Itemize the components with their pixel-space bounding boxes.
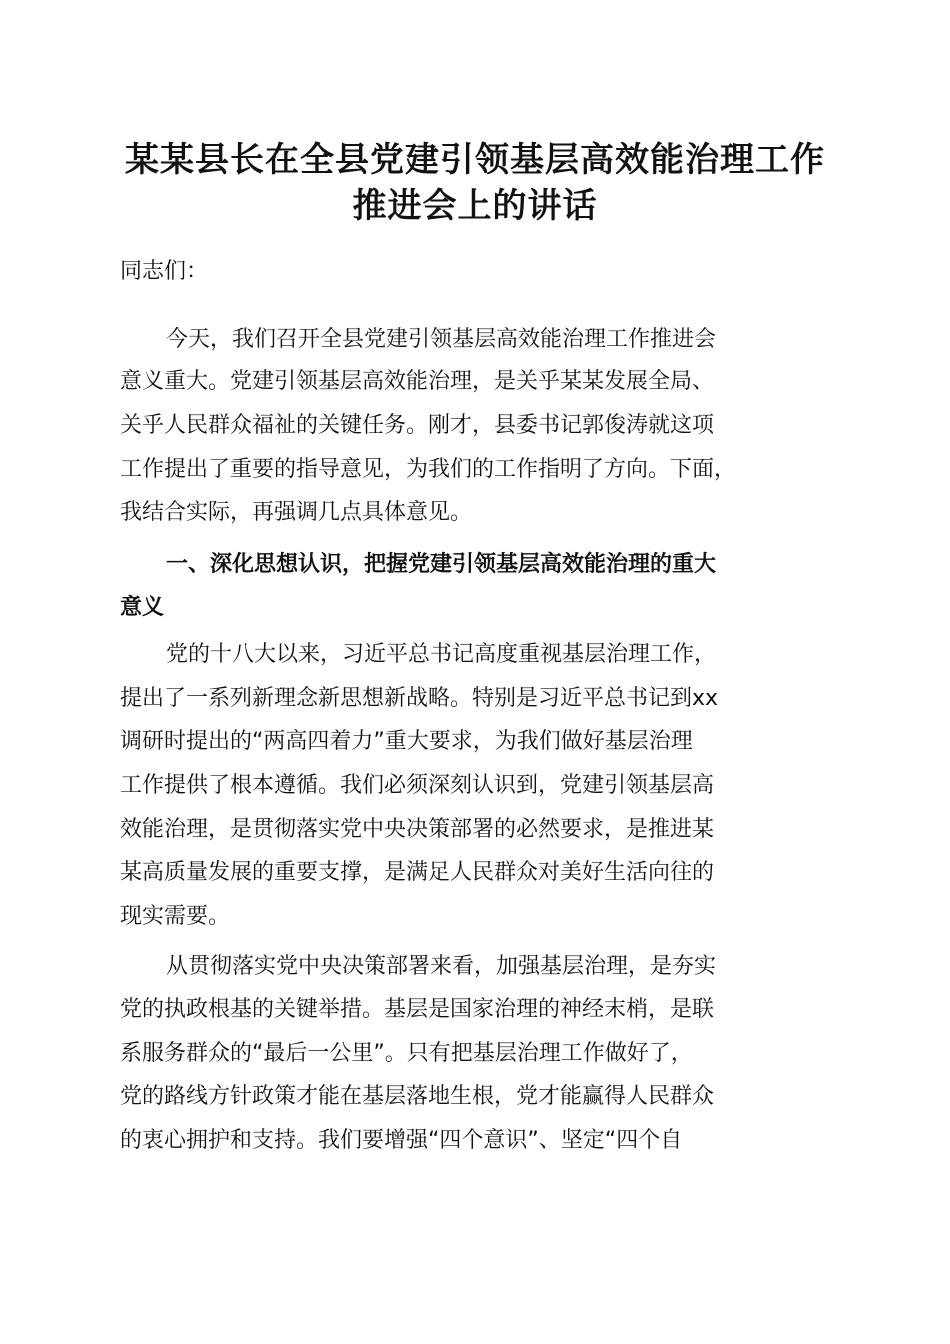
paragraph-line: 工作提供了根本遵循。我们必须深刻认识到，党建引领基层高 [120, 773, 715, 798]
paragraph-line: 党的执政根基的关键举措。基层是国家治理的神经末梢，是联 [120, 997, 715, 1022]
paragraph-line: 提出了一系列新理念新思想新战略。特别是习近平总书记到xx [120, 686, 719, 711]
paragraph-line: 效能治理，是贯彻落实党中央决策部署的必然要求，是推进某 [120, 817, 715, 842]
paragraph-line: 的衷心拥护和支持。我们要增强“四个意识”、坚定“四个自 [120, 1128, 683, 1153]
paragraph-line: 党的十八大以来，习近平总书记高度重视基层治理工作， [166, 642, 717, 667]
paragraph-line: 从贯彻落实党中央决策部署来看，加强基层治理，是夯实 [166, 954, 717, 979]
paragraph-line: 今天，我们召开全县党建引领基层高效能治理工作推进会 [166, 327, 717, 352]
section-heading: 意义 [120, 595, 165, 620]
salutation: 同志们： [120, 259, 209, 284]
paragraph-line: 意义重大。党建引领基层高效能治理，是关乎某某发展全局、 [120, 369, 715, 394]
document-title-line-1: 某某县长在全县党建引领基层高效能治理工作 [125, 140, 825, 180]
section-heading: 一、深化思想认识，把握党建引领基层高效能治理的重大 [166, 552, 717, 577]
paragraph-line: 工作提出了重要的指导意见，为我们的工作指明了方向。下面， [120, 457, 737, 482]
document-title-line-2: 推进会上的讲话 [352, 186, 598, 226]
paragraph-line: 某高质量发展的重要支撑，是满足人民群众对美好生活向往的 [120, 860, 715, 885]
paragraph-line: 我结合实际，再强调几点具体意见。 [120, 500, 473, 525]
paragraph-line: 现实需要。 [120, 904, 231, 929]
paragraph-line: 关乎人民群众福祉的关键任务。刚才，县委书记郭俊涛就这项 [120, 413, 715, 438]
paragraph-line: 调研时提出的“两高四着力”重大要求，为我们做好基层治理 [120, 729, 693, 754]
paragraph-line: 系服务群众的“最后一公里”。只有把基层治理工作做好了， [120, 1041, 693, 1066]
paragraph-line: 党的路线方针政策才能在基层落地生根，党才能赢得人民群众 [120, 1084, 715, 1109]
